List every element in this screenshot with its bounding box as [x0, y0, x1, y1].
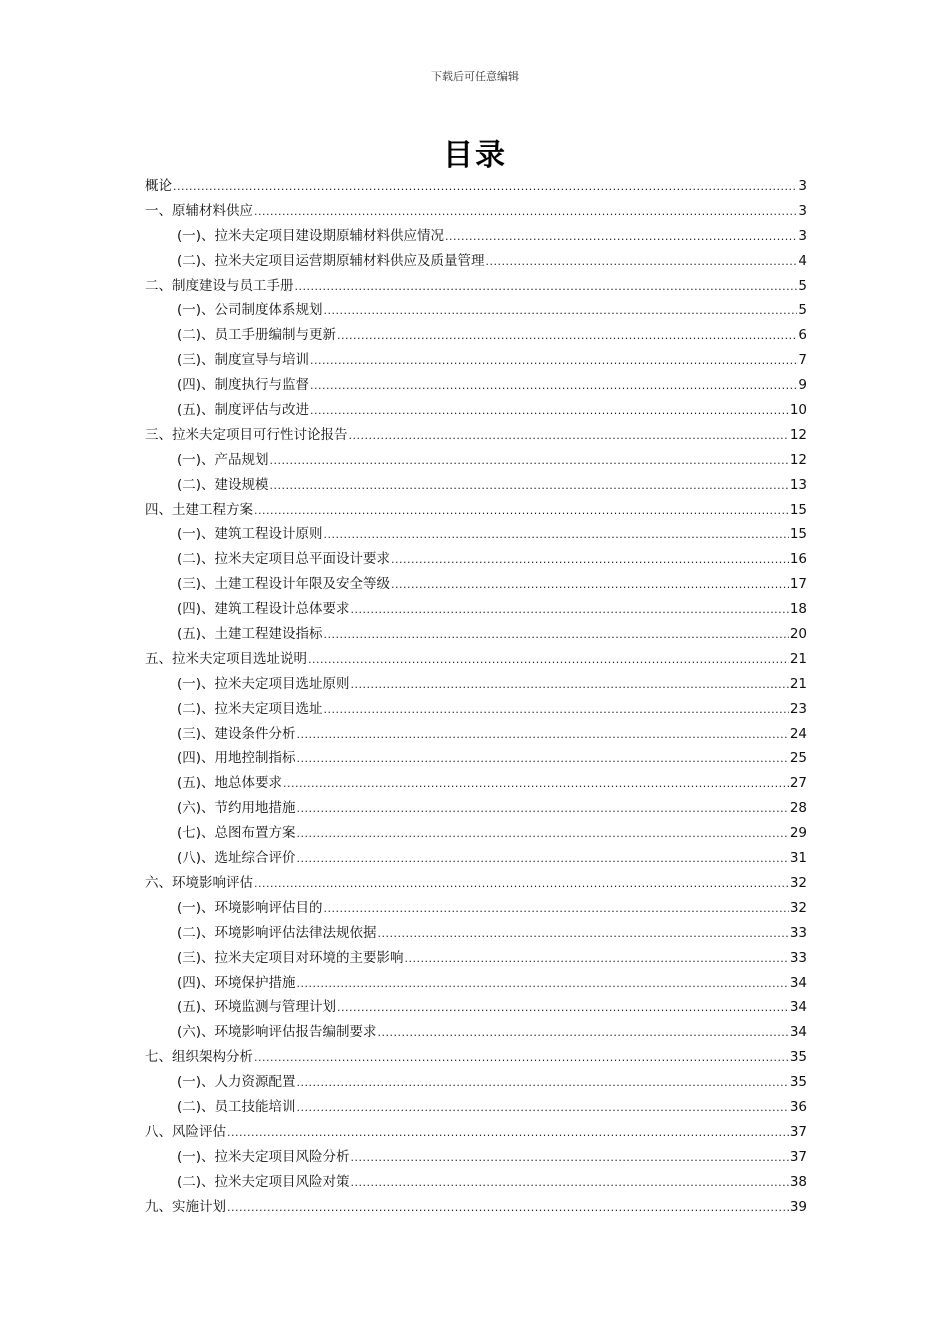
toc-entry-page: 36	[789, 1098, 807, 1115]
toc-entry-label: (五)、环境监测与管理计划	[177, 999, 337, 1016]
toc-entry-label: (四)、用地控制指标	[177, 750, 296, 767]
toc-entry[interactable]	[145, 1070, 807, 1095]
toc-entry-page: 5	[798, 302, 807, 319]
toc-entry-label: (一)、拉米夫定项目选址原则	[177, 675, 350, 692]
toc-entry[interactable]	[145, 846, 807, 871]
toc-entry-label: (三)、拉米夫定项目对环境的主要影响	[177, 949, 404, 966]
toc-entry[interactable]	[145, 373, 807, 398]
toc-entry-page: 23	[789, 700, 807, 717]
toc-entry-page: 6	[798, 327, 807, 344]
toc-entry[interactable]	[145, 622, 807, 647]
toc-entry-page: 15	[789, 501, 807, 518]
toc-dot-leader	[391, 573, 789, 598]
toc-entry-label: 二、制度建设与员工手册	[145, 277, 294, 294]
toc-entry-page: 37	[789, 1123, 807, 1140]
toc-entry-page: 34	[789, 999, 807, 1016]
toc-entry-page: 15	[789, 526, 807, 543]
toc-entry-label: (四)、建筑工程设计总体要求	[177, 601, 350, 618]
toc-dot-leader	[324, 698, 789, 723]
toc-entry-label: (二)、拉米夫定项目运营期原辅材料供应及质量管理	[177, 252, 485, 269]
toc-entry[interactable]	[145, 995, 807, 1020]
toc-entry-label: (二)、拉米夫定项目选址	[177, 700, 323, 717]
toc-entry-label: (六)、节约用地措施	[177, 800, 296, 817]
toc-entry-label: (一)、公司制度体系规划	[177, 302, 323, 319]
toc-entry-label: (三)、建设条件分析	[177, 725, 296, 742]
toc-dot-leader	[254, 200, 797, 225]
toc-dot-leader	[295, 275, 798, 300]
toc-dot-leader	[254, 872, 789, 897]
toc-entry-page: 12	[789, 426, 807, 443]
toc-dot-leader	[445, 225, 797, 250]
toc-entry[interactable]	[145, 722, 807, 747]
toc-entry[interactable]	[145, 746, 807, 771]
toc-entry[interactable]	[145, 946, 807, 971]
toc-entry-label: (五)、土建工程建设指标	[177, 626, 323, 643]
toc-entry[interactable]	[145, 249, 807, 274]
toc-entry-label: 概论	[145, 178, 172, 194]
toc-entry-label: (五)、地总体要求	[177, 775, 283, 792]
toc-dot-leader	[351, 1146, 789, 1171]
toc-dot-leader	[337, 996, 789, 1021]
toc-entry-page: 21	[789, 650, 807, 667]
toc-entry[interactable]	[145, 796, 807, 821]
toc-entry[interactable]	[145, 697, 807, 722]
toc-dot-leader	[297, 847, 789, 872]
toc-dot-leader	[405, 947, 789, 972]
toc-entry-page: 33	[789, 924, 807, 941]
toc-entry-label: (六)、环境影响评估报告编制要求	[177, 1024, 377, 1041]
toc-entry-page: 5	[798, 277, 807, 294]
toc-entry-page: 25	[789, 750, 807, 767]
toc-entry[interactable]	[145, 473, 807, 498]
toc-dot-leader	[254, 499, 789, 524]
page-title: 目录	[443, 138, 507, 173]
toc-dot-leader	[378, 1021, 789, 1046]
toc-entry-label: 六、环境影响评估	[145, 874, 253, 891]
toc-entry-page: 3	[798, 202, 807, 219]
toc-dot-leader	[173, 175, 797, 200]
toc-dot-leader	[297, 822, 789, 847]
toc-dot-leader	[227, 1121, 789, 1146]
toc-entry-page: 32	[789, 899, 807, 916]
toc-dot-leader	[297, 1071, 789, 1096]
toc-dot-leader	[308, 648, 789, 673]
toc-entry-label: 一、原辅材料供应	[145, 202, 253, 219]
toc-entry-label: (一)、建筑工程设计原则	[177, 526, 323, 543]
toc-entry[interactable]	[145, 199, 807, 224]
toc-entry-label: (二)、员工手册编制与更新	[177, 327, 337, 344]
toc-entry[interactable]	[145, 323, 807, 348]
toc-entry-page: 21	[789, 675, 807, 692]
toc-entry[interactable]	[145, 1095, 807, 1120]
toc-dot-leader	[310, 374, 797, 399]
toc-entry-label: 九、实施计划	[145, 1198, 226, 1215]
toc-entry[interactable]	[145, 971, 807, 996]
toc-dot-leader	[351, 1171, 789, 1196]
toc-entry-page: 20	[789, 626, 807, 643]
toc-entry[interactable]	[145, 1120, 807, 1145]
toc-dot-leader	[391, 548, 789, 573]
toc-dot-leader	[310, 349, 797, 374]
toc-dot-leader	[227, 1196, 789, 1221]
toc-entry[interactable]	[145, 771, 807, 796]
toc-dot-leader	[349, 424, 789, 449]
toc-entry-page: 18	[789, 601, 807, 618]
toc-dot-leader	[337, 324, 797, 349]
toc-dot-leader	[270, 449, 789, 474]
toc-entry-page: 31	[789, 850, 807, 867]
toc-entry-label: 八、风险评估	[145, 1123, 226, 1140]
toc-entry-page: 9	[798, 377, 807, 394]
toc-dot-leader	[254, 1046, 789, 1071]
header-note: 下载后可任意编辑	[431, 70, 519, 83]
toc-dot-leader	[324, 299, 798, 324]
toc-entry[interactable]	[145, 921, 807, 946]
toc-entry[interactable]	[145, 174, 807, 199]
toc-entry[interactable]	[145, 1170, 807, 1195]
toc-entry-page: 16	[789, 551, 807, 568]
toc-entry-label: (五)、制度评估与改进	[177, 402, 310, 419]
toc-dot-leader	[378, 922, 789, 947]
toc-entry-label: 四、土建工程方案	[145, 501, 253, 518]
toc-entry-page: 34	[789, 1024, 807, 1041]
toc-entry-page: 28	[789, 800, 807, 817]
toc-dot-leader	[351, 673, 789, 698]
toc-entry[interactable]	[145, 224, 807, 249]
toc-entry-label: (七)、总图布置方案	[177, 825, 296, 842]
toc-dot-leader	[270, 474, 789, 499]
toc-dot-leader	[297, 1096, 789, 1121]
toc-entry[interactable]	[145, 597, 807, 622]
toc-entry-page: 4	[798, 252, 807, 269]
table-of-contents	[145, 174, 807, 1219]
toc-dot-leader	[297, 723, 789, 748]
toc-entry[interactable]	[145, 1145, 807, 1170]
toc-entry[interactable]	[145, 448, 807, 473]
toc-entry-label: (三)、制度宣导与培训	[177, 352, 310, 369]
toc-entry[interactable]	[145, 647, 807, 672]
toc-entry[interactable]	[145, 1020, 807, 1045]
toc-dot-leader	[310, 399, 789, 424]
toc-entry-page: 29	[789, 825, 807, 842]
toc-entry[interactable]	[145, 298, 807, 323]
toc-dot-leader	[324, 623, 789, 648]
toc-entry-page: 32	[789, 874, 807, 891]
toc-entry[interactable]	[145, 348, 807, 373]
toc-entry-page: 3	[798, 178, 807, 194]
toc-entry-label: (四)、环境保护措施	[177, 974, 296, 991]
toc-entry-page: 10	[789, 402, 807, 419]
toc-entry[interactable]	[145, 1045, 807, 1070]
toc-entry-page: 13	[789, 476, 807, 493]
toc-entry-page: 12	[789, 451, 807, 468]
toc-entry[interactable]	[145, 871, 807, 896]
toc-entry-label: (二)、员工技能培训	[177, 1098, 296, 1115]
toc-entry-label: (一)、环境影响评估目的	[177, 899, 323, 916]
toc-entry-label: (八)、选址综合评价	[177, 850, 296, 867]
toc-dot-leader	[283, 772, 789, 797]
toc-entry-page: 27	[789, 775, 807, 792]
toc-entry-page: 3	[798, 227, 807, 244]
toc-entry-label: (二)、拉米夫定项目总平面设计要求	[177, 551, 391, 568]
toc-entry-label: (二)、建设规模	[177, 476, 269, 493]
toc-entry[interactable]	[145, 896, 807, 921]
toc-dot-leader	[324, 897, 789, 922]
toc-entry[interactable]	[145, 423, 807, 448]
toc-entry[interactable]	[145, 547, 807, 572]
toc-entry-label: (一)、产品规划	[177, 451, 269, 468]
toc-entry-label: 七、组织架构分析	[145, 1049, 253, 1066]
toc-entry-page: 7	[798, 352, 807, 369]
toc-entry[interactable]	[145, 274, 807, 299]
toc-entry-label: (三)、土建工程设计年限及安全等级	[177, 576, 391, 593]
toc-dot-leader	[351, 598, 789, 623]
toc-entry-page: 38	[789, 1173, 807, 1190]
toc-entry[interactable]	[145, 672, 807, 697]
toc-entry-label: (二)、环境影响评估法律法规依据	[177, 924, 377, 941]
toc-dot-leader	[324, 523, 789, 548]
toc-dot-leader	[486, 250, 798, 275]
toc-entry-page: 33	[789, 949, 807, 966]
toc-entry-page: 34	[789, 974, 807, 991]
toc-dot-leader	[297, 972, 789, 997]
toc-entry-page: 35	[789, 1074, 807, 1091]
toc-entry-label: (四)、制度执行与监督	[177, 377, 310, 394]
toc-entry-label: (一)、拉米夫定项目风险分析	[177, 1148, 350, 1165]
toc-entry[interactable]	[145, 398, 807, 423]
toc-dot-leader	[297, 747, 789, 772]
toc-entry-label: (二)、拉米夫定项目风险对策	[177, 1173, 350, 1190]
toc-entry-label: 五、拉米夫定项目选址说明	[145, 650, 307, 667]
toc-entry[interactable]	[145, 572, 807, 597]
toc-entry[interactable]	[145, 1195, 807, 1220]
toc-entry[interactable]	[145, 522, 807, 547]
toc-entry-page: 35	[789, 1049, 807, 1066]
toc-entry-page: 37	[789, 1148, 807, 1165]
toc-entry-label: (一)、人力资源配置	[177, 1074, 296, 1091]
toc-entry-page: 39	[789, 1198, 807, 1215]
toc-entry-page: 17	[789, 576, 807, 593]
toc-entry-label: (一)、拉米夫定项目建设期原辅材料供应情况	[177, 227, 445, 244]
toc-entry[interactable]	[145, 498, 807, 523]
toc-entry-page: 24	[789, 725, 807, 742]
toc-entry[interactable]	[145, 821, 807, 846]
toc-entry-label: 三、拉米夫定项目可行性讨论报告	[145, 426, 348, 443]
toc-dot-leader	[297, 797, 789, 822]
